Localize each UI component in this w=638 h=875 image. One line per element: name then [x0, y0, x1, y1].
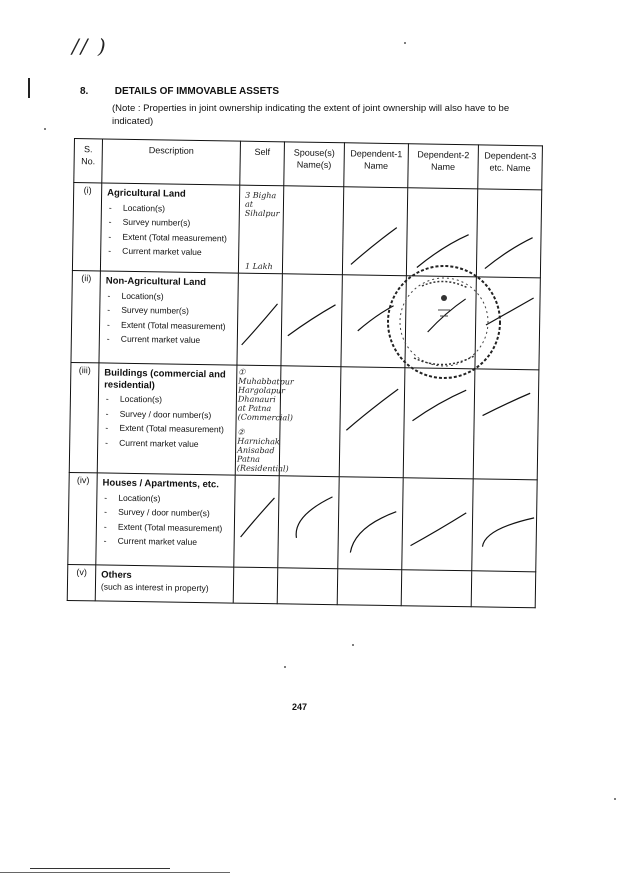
table-header-row — [74, 139, 543, 190]
dash-mark-cell — [406, 188, 477, 277]
list-item: - Survey number(s) — [107, 217, 236, 231]
footer-rule — [0, 872, 230, 873]
dash-mark-cell — [339, 367, 405, 478]
dash-mark-cell — [279, 366, 341, 477]
cross-out-stroke — [242, 303, 278, 345]
immovable-assets-table — [67, 138, 543, 608]
dash-mark-cell — [338, 477, 403, 570]
scan-speck — [614, 798, 616, 800]
section-number: 8. — [80, 86, 89, 97]
list-item: - Survey / door number(s) — [102, 506, 231, 520]
section-title: DETAILS OF IMMOVABLE ASSETS — [114, 86, 280, 97]
row-description — [97, 363, 237, 475]
cross-out-stroke — [412, 389, 466, 421]
row-sno: (iii) — [69, 362, 99, 472]
dash-mark-cell — [278, 476, 339, 569]
row-description — [96, 473, 235, 567]
empty-cell — [233, 567, 278, 604]
list-item: - Location(s) — [104, 394, 233, 408]
cross-out-stroke — [358, 305, 394, 331]
list-item: - Current market value — [103, 437, 232, 451]
header-dependent-3: Dependent-3 etc. Name — [478, 145, 543, 190]
dash-mark-cell — [472, 479, 537, 572]
dash-mark-cell — [342, 187, 407, 276]
cross-out-stroke — [288, 304, 336, 336]
scan-speck — [352, 644, 354, 646]
dash-mark-cell — [473, 369, 539, 480]
row-description — [95, 565, 234, 603]
dash-mark-cell — [405, 276, 476, 369]
list-item: - Extent (Total measurement) — [102, 521, 231, 535]
row-sno: (iv) — [68, 472, 97, 564]
cross-out-stroke — [486, 297, 534, 325]
dash-mark-cell — [402, 478, 473, 571]
row-sno: (ii) — [71, 270, 100, 362]
empty-cell — [337, 569, 402, 606]
table-row — [67, 564, 536, 607]
dash-mark-cell — [281, 274, 342, 367]
list-item: - Extent (Total measurement) — [106, 231, 235, 245]
cross-out-stroke — [241, 497, 275, 537]
row-description — [99, 271, 238, 365]
list-item: - Current market value — [102, 535, 231, 549]
header-sno: S. No. — [74, 139, 103, 183]
row-title: Buildings (commercial and residential) — [104, 367, 226, 391]
handwritten-self-value: 1 Lakh — [244, 261, 273, 272]
list-item: - Extent (Total measurement) — [103, 422, 232, 436]
list-item: - Location(s) — [107, 202, 236, 216]
list-item: - Current market value — [106, 246, 235, 260]
list-item: - Location(s) — [102, 492, 231, 506]
header-dependent-2: Dependent-2 Name — [408, 144, 479, 189]
header-spouse: Spouse(s) Name(s) — [284, 142, 345, 187]
empty-cell — [401, 570, 472, 607]
handwritten-building-entry-1: ① Muhabbatpur Hargolapur Dhanauri at Patna (Commercial) — [237, 367, 294, 423]
scan-speck — [404, 42, 406, 44]
row-title: Agricultural Land — [107, 187, 186, 200]
row-title: Houses / Apartments, etc. — [102, 477, 219, 491]
handwritten-self-entry: 3 Bigha at Sihalpur — [244, 190, 280, 219]
row-sno: (i) — [72, 183, 101, 271]
list-item: - Survey / door number(s) — [104, 408, 233, 422]
table-row — [72, 183, 541, 278]
cross-out-stroke — [296, 496, 332, 538]
row-subtitle: (such as interest in property) — [100, 580, 209, 593]
self-cell — [235, 365, 294, 476]
dash-mark-cell — [237, 273, 282, 366]
dash-mark-cell — [476, 189, 541, 278]
table-row — [71, 270, 540, 369]
dash-mark-cell — [234, 475, 279, 568]
list-item: - Current market value — [105, 334, 234, 348]
dash-mark-cell — [341, 275, 406, 368]
header-dependent-1: Dependent-1 Name — [344, 143, 409, 188]
cross-out-stroke — [346, 388, 398, 431]
table-row — [68, 472, 537, 571]
cross-out-stroke — [351, 227, 397, 265]
header-self: Self — [240, 141, 285, 186]
list-item: - Survey number(s) — [105, 305, 234, 319]
row-description — [100, 183, 239, 273]
row-sno: (v) — [67, 564, 96, 600]
handwritten-building-entry-2: ② Harnichak Anisabad Patna (Residential) — [236, 427, 289, 474]
dash-mark-cell — [475, 277, 540, 370]
cross-out-stroke — [485, 237, 533, 269]
cross-out-stroke — [483, 393, 531, 417]
header-description: Description — [102, 139, 241, 185]
row-title: Others — [101, 569, 132, 581]
margin-mark — [28, 78, 30, 98]
dash-mark-cell — [282, 186, 343, 275]
cross-out-stroke — [482, 517, 534, 547]
empty-cell — [277, 568, 338, 605]
scan-speck — [284, 666, 286, 668]
table-row — [69, 362, 539, 479]
cross-out-stroke — [350, 511, 396, 553]
handwritten-annotation: // ) — [72, 34, 108, 58]
self-cell — [238, 185, 283, 274]
row-title: Non-Agricultural Land — [105, 275, 207, 289]
list-item: - Extent (Total measurement) — [105, 319, 234, 333]
page-number: 247 — [292, 702, 308, 712]
empty-cell — [471, 571, 536, 608]
footer-rule — [30, 868, 170, 869]
section-note: (Note : Properties in joint ownership indicating the extent of joint ownership will also have to be indicated) — [112, 103, 510, 127]
scan-speck — [44, 128, 46, 130]
list-item: - Location(s) — [105, 290, 234, 304]
section-heading — [80, 86, 279, 97]
cross-out-stroke — [411, 512, 467, 546]
cross-out-stroke — [428, 298, 466, 332]
cross-out-stroke — [417, 234, 469, 268]
dash-mark-cell — [403, 368, 475, 479]
